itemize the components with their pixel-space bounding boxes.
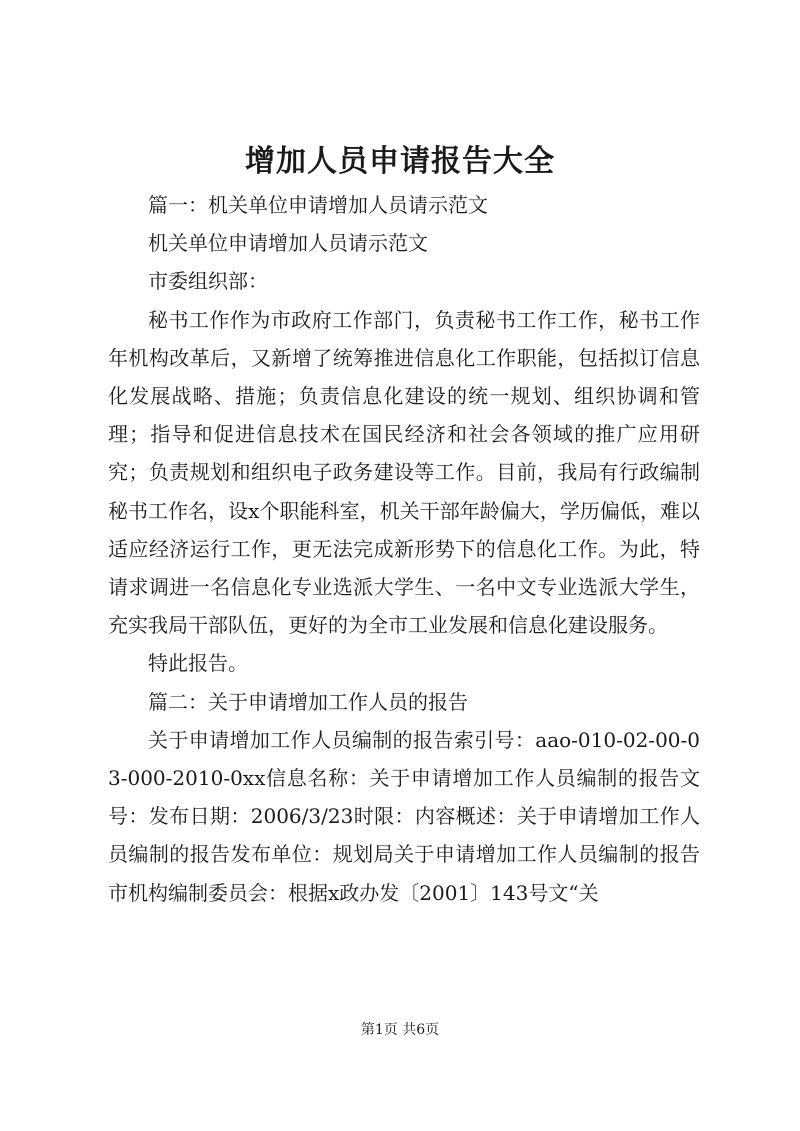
body-paragraph-2: 关于申请增加工作人员编制的报告索引号：aao-010-02-00-03-000-2010-0xx信息名称：关于申请增加工作人员编制的报告文号：发布日期：2006/3/23时限：内容概述：关于申请增加工作人员编制的报告发布单位：规划局关于申请增加工作人员编制的报告市机构编制委员会：根据x政办发〔2001〕143号文“关 [108, 727, 700, 905]
closing-line: 特此报告。 [148, 651, 248, 676]
section-heading-2: 篇二：关于申请增加工作人员的报告 [148, 689, 468, 714]
document-body [108, 186, 700, 912]
body-paragraph: 秘书工作作为市政府工作部门，负责秘书工作工作，秘书工作年机构改革后，又新增了统筹推进信息化工作职能，包括拟订信息化发展战略、措施；负责信息化建设的统一规划、组织协调和管理；指导和促进信息技术在国民经济和社会各领域的推广应用研究；负责规划和组织电子政务建设等工作。目前，我局有行政编制秘书工作名，设x个职能科室，机关干部年龄偏大，学历偏低，难以适应经济运行工作，更无法完成新形势下的信息化工作。为此，特请求调进一名信息化专业选派大学生、一名中文专业选派大学生，充实我局干部队伍，更好的为全市工业发展和信息化建设服务。 [108, 307, 700, 638]
section-heading-1: 篇一：机关单位申请增加人员请示范文 [148, 193, 488, 217]
salutation: 市委组织部： [148, 269, 268, 294]
page-footer: 第1页 共6页 [360, 1022, 440, 1038]
subheading: 机关单位申请增加人员请示范文 [148, 231, 428, 256]
document-title: 增加人员申请报告大全 [245, 144, 555, 179]
